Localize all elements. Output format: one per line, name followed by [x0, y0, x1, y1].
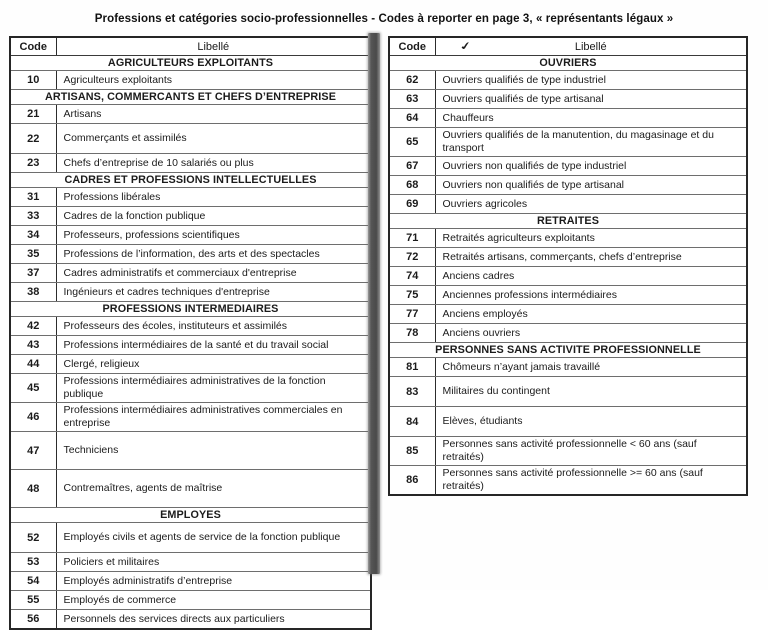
- row-label: Ouvriers qualifiés de type artisanal: [435, 90, 747, 109]
- section-title: ARTISANS, COMMERCANTS ET CHEFS D’ENTREPRISE: [10, 90, 371, 105]
- left-header-row: [10, 37, 371, 56]
- row-code: 10: [10, 71, 56, 90]
- table-row: [10, 105, 371, 124]
- table-row: [10, 188, 371, 207]
- table-row: [389, 267, 747, 286]
- table-row: [10, 355, 371, 374]
- row-code: 53: [10, 553, 56, 572]
- table-row: [10, 572, 371, 591]
- row-code: 72: [389, 248, 435, 267]
- row-code: 67: [389, 157, 435, 176]
- row-code: 55: [10, 591, 56, 610]
- row-label: Cadres de la fonction publique: [56, 207, 371, 226]
- right-table-container: [388, 36, 748, 496]
- row-label: Anciennes professions intermédiaires: [435, 286, 747, 305]
- table-row: [10, 432, 371, 470]
- table-row: [10, 245, 371, 264]
- row-code: 83: [389, 377, 435, 407]
- section-title: CADRES ET PROFESSIONS INTELLECTUELLES: [10, 173, 371, 188]
- row-code: 48: [10, 470, 56, 508]
- row-label: Contremaîtres, agents de maîtrise: [56, 470, 371, 508]
- row-code: 64: [389, 109, 435, 128]
- table-row: [389, 437, 747, 466]
- table-row: [389, 377, 747, 407]
- row-label: Personnels des services directs aux particuliers: [56, 610, 371, 630]
- row-code: 22: [10, 124, 56, 154]
- table-row: [389, 90, 747, 109]
- section-header-row: [10, 56, 371, 71]
- row-label: Ouvriers qualifiés de type industriel: [435, 71, 747, 90]
- section-title: EMPLOYES: [10, 508, 371, 523]
- row-code: 68: [389, 176, 435, 195]
- section-title: PROFESSIONS INTERMEDIAIRES: [10, 302, 371, 317]
- row-label: Employés de commerce: [56, 591, 371, 610]
- row-code: 37: [10, 264, 56, 283]
- row-label: Anciens employés: [435, 305, 747, 324]
- table-row: [389, 248, 747, 267]
- row-code: 78: [389, 324, 435, 343]
- row-code: 81: [389, 358, 435, 377]
- table-row: [10, 124, 371, 154]
- left-label-header-text: Libellé: [197, 40, 230, 53]
- table-row: [389, 128, 747, 157]
- section-header-row: [389, 56, 747, 71]
- table-row: [389, 157, 747, 176]
- table-row: [10, 374, 371, 403]
- row-code: 31: [10, 188, 56, 207]
- row-label: Chômeurs n’ayant jamais travaillé: [435, 358, 747, 377]
- left-codes-table: [9, 36, 372, 630]
- table-row: [389, 229, 747, 248]
- section-header-row: [10, 90, 371, 105]
- table-row: [10, 264, 371, 283]
- table-row: [389, 466, 747, 496]
- table-row: [10, 336, 371, 355]
- table-row: [10, 283, 371, 302]
- section-title: AGRICULTEURS EXPLOITANTS: [10, 56, 371, 71]
- row-label: Techniciens: [56, 432, 371, 470]
- section-header-row: [389, 214, 747, 229]
- row-code: 62: [389, 71, 435, 90]
- row-label: Employés administratifs d’entreprise: [56, 572, 371, 591]
- right-code-column-header: Code: [389, 37, 435, 56]
- table-row: [389, 324, 747, 343]
- row-label: Retraités artisans, commerçants, chefs d’entreprise: [435, 248, 747, 267]
- row-code: 77: [389, 305, 435, 324]
- right-codes-table: [388, 36, 748, 496]
- row-code: 75: [389, 286, 435, 305]
- row-label: Retraités agriculteurs exploitants: [435, 229, 747, 248]
- section-header-row: [10, 302, 371, 317]
- row-code: 21: [10, 105, 56, 124]
- row-label: Ouvriers agricoles: [435, 195, 747, 214]
- right-label-column-header: [435, 37, 747, 56]
- table-row: [389, 358, 747, 377]
- row-label: Artisans: [56, 105, 371, 124]
- row-code: 43: [10, 336, 56, 355]
- table-row: [10, 610, 371, 630]
- table-row: [389, 71, 747, 90]
- row-label: Employés civils et agents de service de la fonction publique: [56, 523, 371, 553]
- table-row: [10, 470, 371, 508]
- section-header-row: [10, 173, 371, 188]
- table-row: [10, 591, 371, 610]
- row-code: 38: [10, 283, 56, 302]
- row-code: 71: [389, 229, 435, 248]
- row-label: Professions de l’information, des arts et des spectacles: [56, 245, 371, 264]
- row-code: 33: [10, 207, 56, 226]
- row-label: Ouvriers qualifiés de la manutention, du magasinage et du transport: [435, 128, 747, 157]
- right-label-header-text: Libellé: [574, 40, 607, 53]
- row-label: Personnes sans activité professionnelle >= 60 ans (sauf retraités): [435, 466, 747, 496]
- row-label: Anciens ouvriers: [435, 324, 747, 343]
- table-row: [389, 305, 747, 324]
- table-row: [10, 317, 371, 336]
- row-label: Chefs d’entreprise de 10 salariés ou plus: [56, 154, 371, 173]
- table-row: [389, 286, 747, 305]
- row-code: 63: [389, 90, 435, 109]
- row-code: 69: [389, 195, 435, 214]
- table-row: [10, 71, 371, 90]
- table-row: [10, 523, 371, 553]
- section-header-row: [10, 508, 371, 523]
- row-label: Professeurs des écoles, instituteurs et assimilés: [56, 317, 371, 336]
- row-code: 85: [389, 437, 435, 466]
- section-title: OUVRIERS: [389, 56, 747, 71]
- row-label: Professeurs, professions scientifiques: [56, 226, 371, 245]
- table-row: [10, 553, 371, 572]
- section-title: PERSONNES SANS ACTIVITE PROFESSIONNELLE: [389, 343, 747, 358]
- scan-artifact-bar: [368, 33, 380, 574]
- table-row: [389, 176, 747, 195]
- page-title: Professions et catégories socio-professionnelles - Codes à reporter en page 3, « représentants légaux »: [94, 13, 674, 25]
- row-code: 65: [389, 128, 435, 157]
- row-code: 54: [10, 572, 56, 591]
- section-header-row: [389, 343, 747, 358]
- row-label: Elèves, étudiants: [435, 407, 747, 437]
- table-row: [10, 207, 371, 226]
- table-row: [389, 109, 747, 128]
- table-row: [10, 403, 371, 432]
- section-title: RETRAITES: [389, 214, 747, 229]
- left-label-column-header: [56, 37, 371, 56]
- right-header-row: [389, 37, 747, 56]
- row-label: Ingénieurs et cadres techniques d'entreprise: [56, 283, 371, 302]
- row-label: Chauffeurs: [435, 109, 747, 128]
- row-code: 45: [10, 374, 56, 403]
- row-code: 56: [10, 610, 56, 630]
- row-label: Cadres administratifs et commerciaux d'entreprise: [56, 264, 371, 283]
- row-code: 52: [10, 523, 56, 553]
- row-label: Ouvriers non qualifiés de type industriel: [435, 157, 747, 176]
- row-label: Professions libérales: [56, 188, 371, 207]
- row-code: 84: [389, 407, 435, 437]
- row-label: Militaires du contingent: [435, 377, 747, 407]
- row-label: Professions intermédiaires de la santé et du travail social: [56, 336, 371, 355]
- table-row: [10, 226, 371, 245]
- row-code: 47: [10, 432, 56, 470]
- table-row: [389, 195, 747, 214]
- row-label: Policiers et militaires: [56, 553, 371, 572]
- row-label: Anciens cadres: [435, 267, 747, 286]
- row-label: Agriculteurs exploitants: [56, 71, 371, 90]
- row-label: Professions intermédiaires administratives de la fonction publique: [56, 374, 371, 403]
- row-code: 42: [10, 317, 56, 336]
- pen-checkmark-icon: ✔: [458, 39, 473, 53]
- row-label: Ouvriers non qualifiés de type artisanal: [435, 176, 747, 195]
- row-code: 74: [389, 267, 435, 286]
- row-code: 35: [10, 245, 56, 264]
- row-code: 86: [389, 466, 435, 496]
- row-code: 34: [10, 226, 56, 245]
- left-table-container: [9, 36, 372, 630]
- row-label: Professions intermédiaires administratives commerciales en entreprise: [56, 403, 371, 432]
- row-code: 46: [10, 403, 56, 432]
- table-row: [10, 154, 371, 173]
- row-code: 23: [10, 154, 56, 173]
- row-label: Personnes sans activité professionnelle < 60 ans (sauf retraités): [435, 437, 747, 466]
- row-label: Clergé, religieux: [56, 355, 371, 374]
- row-code: 44: [10, 355, 56, 374]
- left-code-column-header: Code: [10, 37, 56, 56]
- table-row: [389, 407, 747, 437]
- row-label: Commerçants et assimilés: [56, 124, 371, 154]
